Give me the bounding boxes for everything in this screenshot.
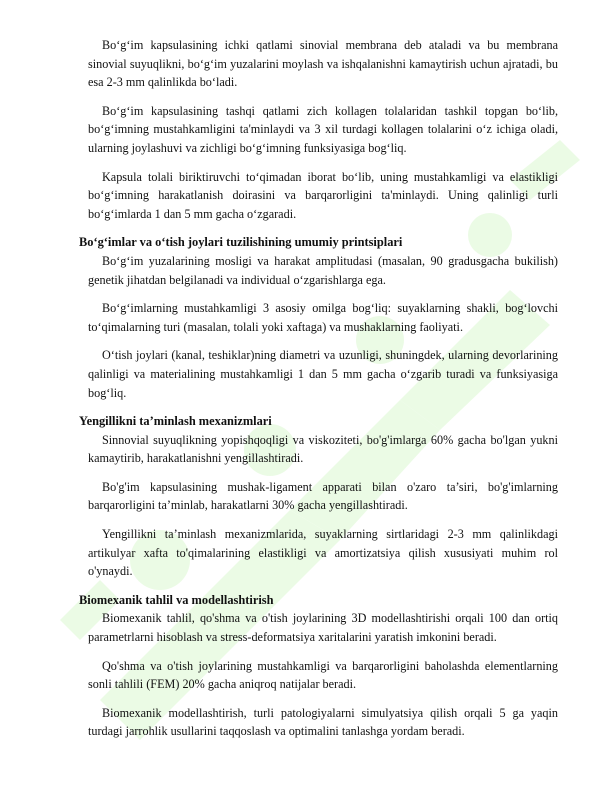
paragraph: Bo'g'im kapsulasining mushak-ligament apparati bilan o'zaro ta’siri, bo'g'imlarning barqarorligini ta’minlab, harakatlarni 30% gacha yengillashtiradi.: [88, 479, 558, 513]
paragraph: Biomexanik tahlil, qo'shma va o'tish joylarining 3D modellashtirishi orqali 100 dan ortiq parametrlarni hisoblash va stress-deformatsiya xaritalarini yaratish imkonini beradi.: [88, 611, 558, 645]
section-general-principles: [79, 233, 558, 402]
document-body: [79, 36, 558, 751]
section-ease-mechanisms: [79, 412, 558, 581]
paragraph: Bo‘g‘im kapsulasining tashqi qatlami zich kollagen tolalaridan tashkil topgan bo‘lib, bo‘g‘imning mustahkamligini ta'minlaydi va 3 xil turdagi kollagen tolalarini o‘z ichiga oladi, ularning joylashuvi va zichligi bo‘g‘imning funksiyasiga bog‘liq.: [88, 103, 558, 155]
section-intro: [88, 36, 558, 223]
section-heading: Biomexanik tahlil va modellashtirish: [79, 592, 274, 607]
section-heading: Bo‘g‘imlar va o‘tish joylari tuzilishining umumiy printsiplari: [79, 235, 403, 250]
paragraph: O‘tish joylari (kanal, teshiklar)ning diametri va uzunligi, shuningdek, ularning devorlarining qalinligi va materialining mustahkamligi 1 dan 5 mm gacha o‘zgarib turadi va funksiyasiga bog‘liq.: [88, 348, 558, 400]
paragraph: Yengillikni ta’minlash mexanizmlarida, suyaklarning sirtlaridagi 2-3 mm qalinlikdagi artikulyar xafta to'qimalarining elastikligi va amortizatsiya qilish xususiyati muhim rol o'ynaydi.: [88, 527, 558, 579]
paragraph: Biomexanik modellashtirish, turli patologiyalarni simulyatsiya qilish orqali 5 ga yaqin turdagi jarrohlik usullarini taqqoslash va optimalini tanlashga yordam beradi.: [88, 705, 558, 739]
paragraph: Kapsula tolali biriktiruvchi to‘qimadan iborat bo‘lib, uning mustahkamligi va elastikligi bo‘g‘imning harakatlanish doirasini va barqarorligini ta'minlaydi. Uning qalinligi turli bo‘g‘imlarda 1 dan 5 mm gacha o‘zgaradi.: [88, 169, 558, 221]
section-biomechanical-analysis: [79, 591, 558, 741]
section-heading: Yengillikni ta’minlash mexanizmlari: [79, 414, 272, 429]
paragraph: Qo'shma va o'tish joylarining mustahkamligi va barqarorligini baholashda elementlarning sonli tahlili (FEM) 20% gacha aniqroq natijalar beradi.: [88, 658, 558, 692]
paragraph: Bo‘g‘im yuzalarining mosligi va harakat amplitudasi (masalan, 90 gradusgacha bukilish) genetik jihatdan belgilanadi va individual o‘zgarishlarga ega.: [88, 253, 558, 287]
paragraph: Bo‘g‘im kapsulasining ichki qatlami sinovial membrana deb ataladi va bu membrana sinovial suyuqlikni, bo‘g‘im yuzalarini moylash va ishqalanishni kamaytirish uchun ajratadi, bu esa 2-3 mm qalinlikda bo‘ladi.: [88, 38, 558, 90]
paragraph: Bo‘g‘imlarning mustahkamligi 3 asosiy omilga bog‘liq: suyaklarning shakli, bog‘lovchi to‘qimalarning turi (masalan, tolali yoki xaftaga) va mushaklarning faoliyati.: [88, 301, 558, 334]
paragraph: Sinnovial suyuqlikning yopishqoqligi va viskoziteti, bo'g'imlarga 60% gacha bo'lgan yukni kamaytirib, harakatlanishni yengillashtiradi.: [88, 432, 558, 466]
